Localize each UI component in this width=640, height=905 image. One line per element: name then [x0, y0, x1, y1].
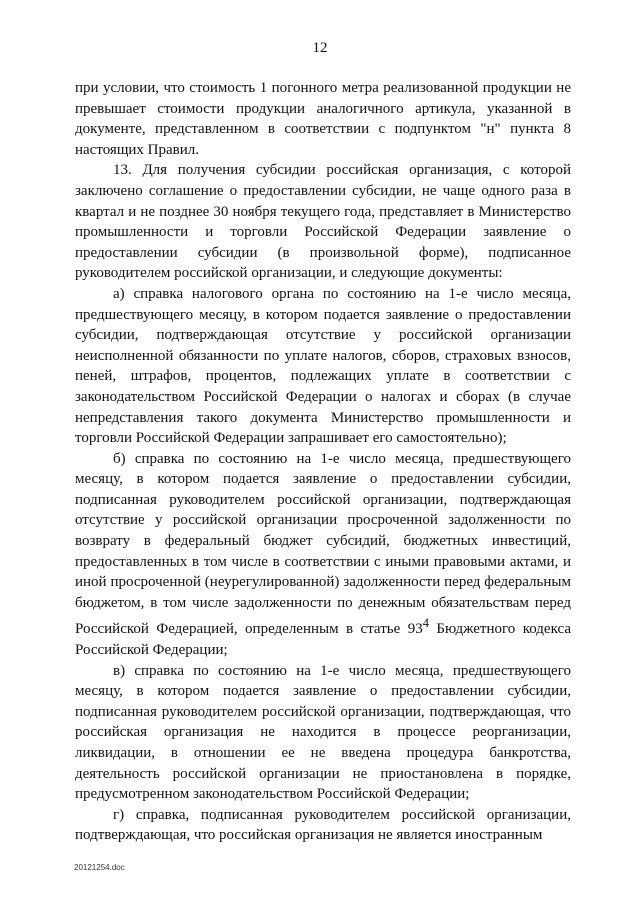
subitem-b-text: б) справка по состоянию на 1-е число месяца, предшествующего месяцу, в котором подается заявление о предоставлении субсидии, подписанная руководителем российской организации, подтверждающая отсутствие у российской организации просроченной задолженности по возврату в федеральный бюджет субсидий, бюджетных инвестиций, предоставленных в том числе в соответствии с иными правовыми актами, и иной просроченной (неурегулированной) задолженности перед федеральным бюджетом, в том числе задолженности по денежным обязательствам перед Российской Федерацией, определенным в статье 93	[75, 450, 571, 638]
paragraph-subitem-b	[75, 449, 571, 661]
subitem-b-text-end: Бюджетного кодекса Российской Федерации;	[75, 621, 571, 659]
paragraph-subitem-a: а) справка налогового органа по состоянию на 1-е число месяца, предшествующего месяцу, в котором подается заявление о предоставлении субсидии, подтверждающая отсутствие у российской организации неисполненной обязанности по уплате налогов, сборов, страховых взносов, пеней, штрафов, процентов, подлежащих уплате в соответствии с законодательством Российской Федерации о налогах и сборах (в случае непредставления такого документа Министерство промышленности и торговли Российской Федерации запрашивает его самостоятельно);	[75, 285, 571, 447]
paragraph-continuation: при условии, что стоимость 1 погонного метра реализованной продукции не превышает стоимости продукции аналогичного артикула, указанной в документе, представленном в соответствии с подпунктом "н" пункта 8 настоящих Правил.	[75, 80, 571, 158]
paragraph-subitem-g: г) справка, подписанная руководителем российской организации, подтверждающая, что российская организация не является иностранным	[75, 806, 571, 844]
page-number: 12	[312, 40, 328, 56]
article-superscript: 4	[422, 616, 429, 631]
paragraph-subitem-v: в) справка по состоянию на 1-е число месяца, предшествующего месяцу, в котором подается заявление о предоставлении субсидии, подписанная руководителем российской организации, подтверждающая, что российская организация не находится в процессе реорганизации, ликвидации, в отношении ее не введена процедура банкротства, деятельность российской организации не приостановлена в порядке, предусмотренном законодательством Российской Федерации;	[75, 662, 571, 803]
footer-filename: 20121254.doc	[74, 863, 125, 872]
document-body	[75, 78, 571, 846]
paragraph-item-13: 13. Для получения субсидии российская организация, с которой заключено соглашение о предоставлении субсидии, не чаще одного раза в квартал и не позднее 30 ноября текущего года, представляет в Министерство промышленности и торговли Российской Федерации заявление о предоставлении субсидии (в произвольной форме), подписанное руководителем российской организации, и следующие документы:	[75, 162, 571, 282]
